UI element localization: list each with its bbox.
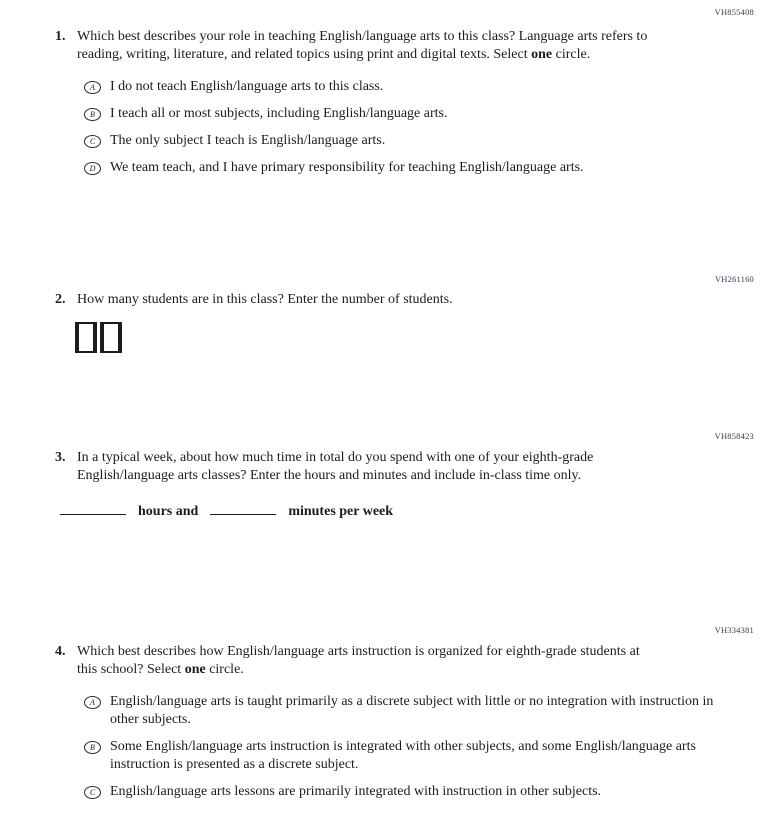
question-2-code: VH261160	[714, 274, 754, 284]
question-4-code: VH334381	[714, 625, 754, 635]
question-4-prompt-bold: one	[184, 662, 206, 677]
question-3-code: VH858423	[714, 431, 754, 441]
option-a-bubble[interactable]: A	[84, 81, 101, 94]
option-b-label: I teach all or most subjects, including English/language arts.	[110, 106, 448, 121]
question-1-option-b	[84, 105, 652, 123]
question-1-prompt-bold: one	[531, 47, 553, 62]
question-4-section	[0, 625, 767, 838]
students-digit-entry	[75, 322, 697, 353]
option-d-bubble[interactable]: D	[84, 162, 101, 175]
option-a-label: I do not teach English/language arts to this class.	[110, 79, 384, 94]
question-1-number: 1.	[55, 29, 66, 44]
students-digit-box-1[interactable]	[75, 322, 97, 353]
option-a-bubble[interactable]: A	[84, 696, 101, 709]
question-4-option-b	[84, 738, 728, 774]
time-fill-in-row	[60, 501, 625, 522]
question-4-option-c	[84, 783, 728, 801]
minutes-label: minutes per week	[288, 504, 394, 519]
question-1-code: VH855408	[714, 7, 754, 17]
question-1-prompt-pre: Which best describes your role in teaching English/language arts to this class? Language arts refers to reading, writing, literature, and related topics using print and digital texts. Select	[77, 29, 648, 62]
question-3-section	[0, 431, 767, 625]
hours-label: hours and	[138, 504, 199, 519]
minutes-blank[interactable]	[210, 501, 276, 515]
question-1-prompt	[77, 28, 652, 64]
question-1-option-c	[84, 132, 652, 150]
question-1-options	[84, 78, 652, 177]
question-4-number: 4.	[55, 644, 66, 659]
option-b-bubble[interactable]: B	[84, 741, 101, 754]
question-2-prompt: How many students are in this class? Enter the number of students.	[77, 292, 453, 307]
question-1-prompt-post: circle.	[552, 47, 591, 62]
question-4-prompt	[77, 643, 642, 679]
option-a-label: English/language arts is taught primarily as a discrete subject with little or no integration with instruction in other subjects.	[110, 694, 714, 727]
question-4-options	[84, 693, 728, 801]
question-4-prompt-post: circle.	[205, 662, 244, 677]
question-1-section	[0, 7, 767, 274]
option-c-label: English/language arts lessons are primarily integrated with instruction in other subjects.	[110, 784, 602, 799]
option-c-label: The only subject I teach is English/language arts.	[110, 133, 386, 148]
option-c-bubble[interactable]: C	[84, 135, 101, 148]
question-4-option-a	[84, 693, 728, 729]
hours-blank[interactable]	[60, 501, 126, 515]
question-2-number: 2.	[55, 292, 66, 307]
question-1-option-d	[84, 159, 652, 177]
question-2-section	[0, 274, 767, 431]
question-3-number: 3.	[55, 450, 66, 465]
question-1-option-a	[84, 78, 652, 96]
question-3-prompt: In a typical week, about how much time in total do you spend with one of your eighth-grade English/language arts classes? Enter the hours and minutes and include in-class time only.	[77, 450, 594, 483]
option-d-label: We team teach, and I have primary responsibility for teaching English/language arts.	[110, 160, 584, 175]
option-c-bubble[interactable]: C	[84, 786, 101, 799]
students-digit-box-2[interactable]	[100, 322, 122, 353]
option-b-bubble[interactable]: B	[84, 108, 101, 121]
question-4-prompt-pre: Which best describes how English/language arts instruction is organized for eighth-grade students at this school? Select	[77, 644, 640, 677]
option-b-label: Some English/language arts instruction is integrated with other subjects, and some English/language arts instruction is presented as a discrete subject.	[110, 739, 696, 772]
